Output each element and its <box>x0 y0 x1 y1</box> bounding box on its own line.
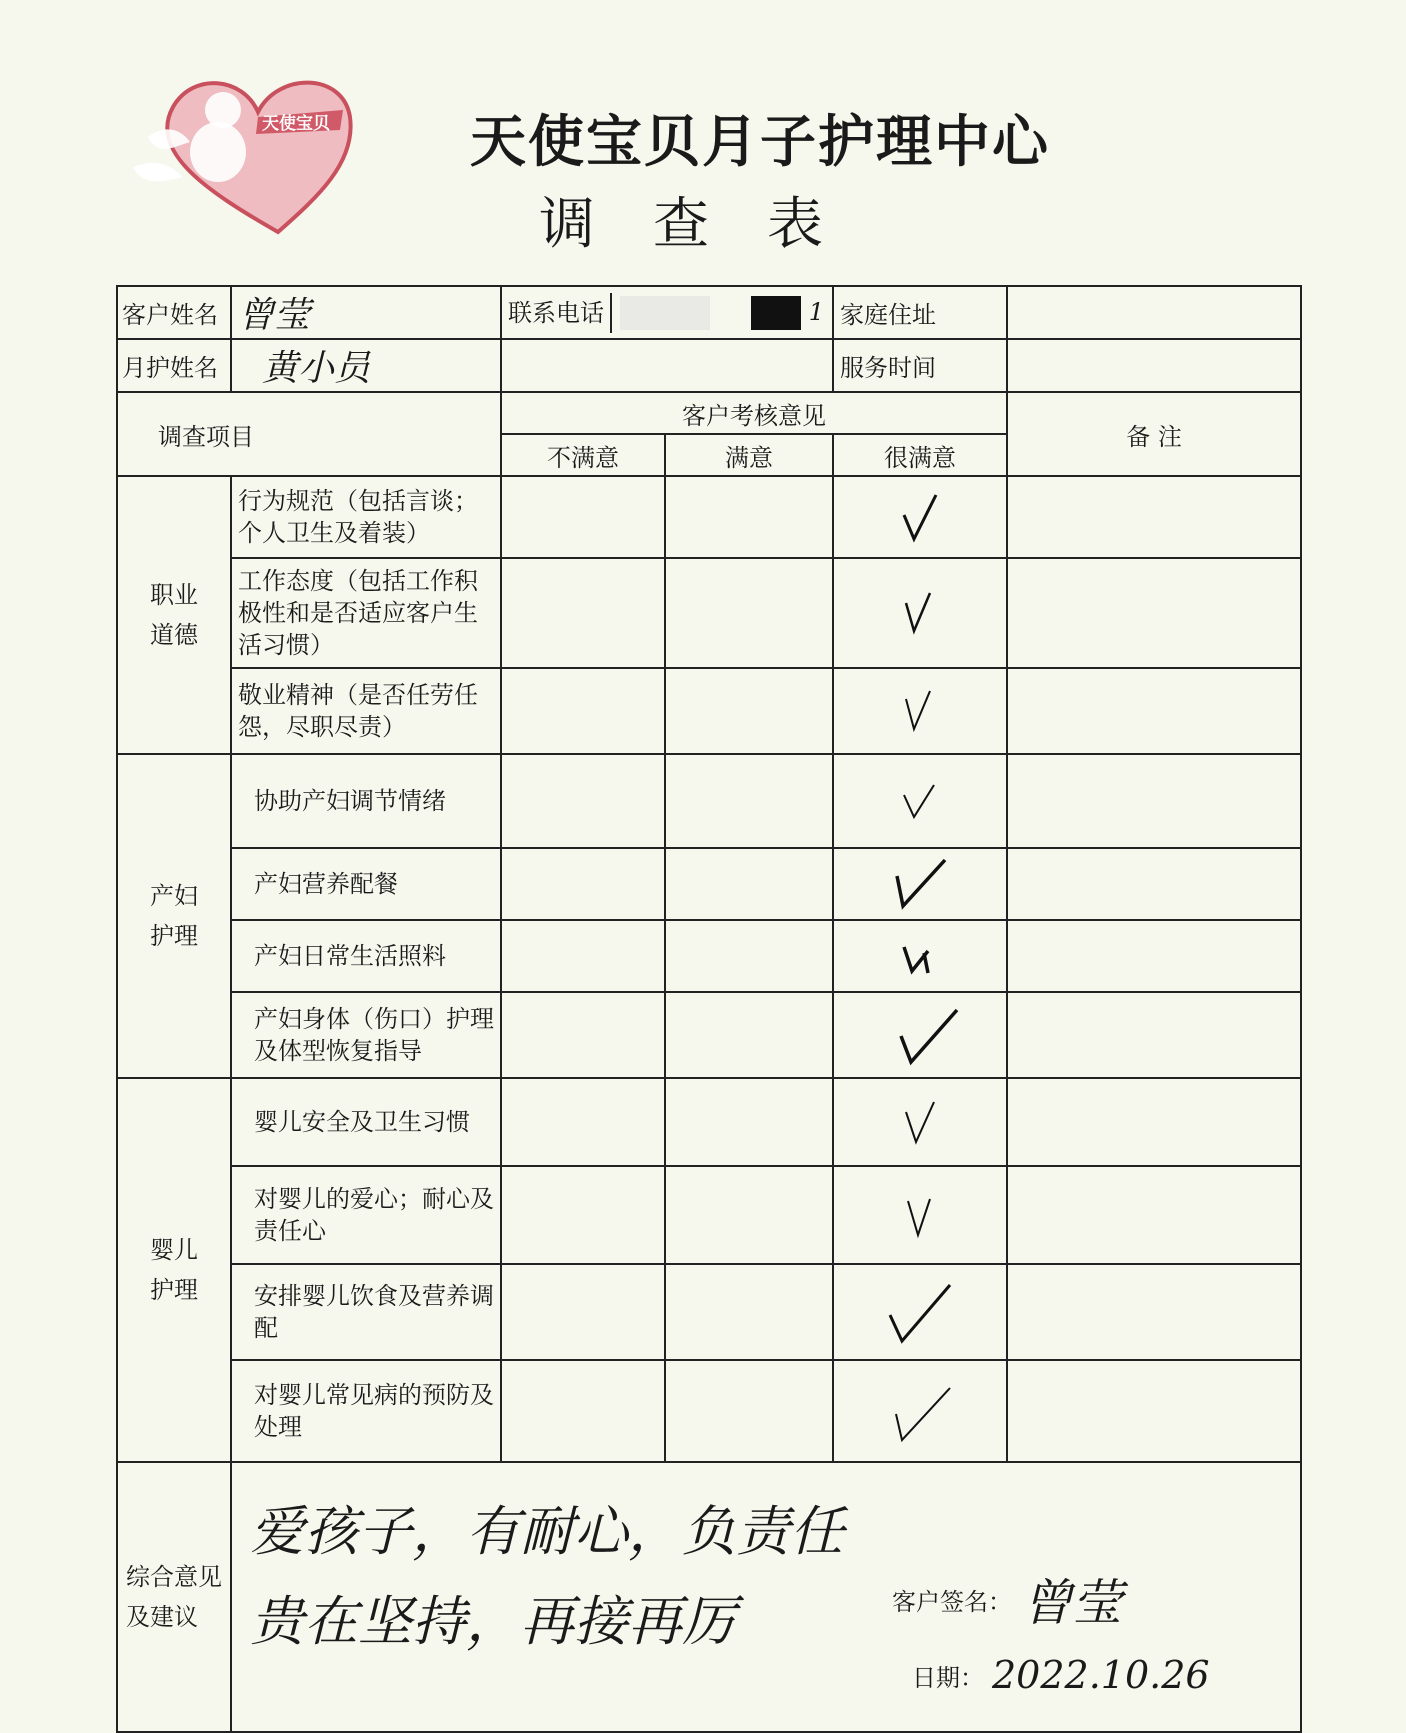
phone-redaction-light <box>620 296 710 330</box>
remarks-heading: 备 注 <box>1007 392 1301 476</box>
rating-cell-checked <box>833 668 1007 754</box>
rating-cell-checked <box>833 1264 1007 1360</box>
rating-cell <box>665 920 833 992</box>
remark-cell <box>1007 992 1301 1078</box>
check-mark-icon <box>880 1277 960 1347</box>
rating-cell-checked <box>833 476 1007 558</box>
phone-value <box>612 296 832 330</box>
rating-cell <box>665 1166 833 1264</box>
rating-cell <box>665 992 833 1078</box>
remark-cell <box>1007 476 1301 558</box>
rating-cell <box>501 558 665 668</box>
rating-cell-checked <box>833 1078 1007 1166</box>
signature-label: 客户签名： <box>892 1587 1012 1616</box>
rating-cell-checked <box>833 920 1007 992</box>
survey-item: 对婴儿常见病的预防及处理 <box>231 1360 501 1462</box>
check-mark-icon <box>880 1376 960 1446</box>
very-satisfied-heading: 很满意 <box>833 434 1007 476</box>
phone-label: 联系电话 <box>502 293 612 333</box>
signature-block <box>892 1563 1122 1635</box>
survey-item: 产妇营养配餐 <box>231 848 501 920</box>
survey-item: 工作态度（包括工作积极性和是否适应客户生活习惯） <box>231 558 501 668</box>
check-mark-icon <box>885 854 955 914</box>
table-row <box>117 992 1301 1078</box>
survey-item: 婴儿安全及卫生习惯 <box>231 1078 501 1166</box>
rating-cell <box>665 1078 833 1166</box>
info-row-2 <box>117 339 1301 392</box>
rating-cell <box>501 992 665 1078</box>
rating-cell-checked <box>833 1360 1007 1462</box>
rating-cell <box>501 920 665 992</box>
nurse-name-label: 月护姓名 <box>117 339 231 392</box>
table-row <box>117 1078 1301 1166</box>
overall-label: 综合意见 及建议 <box>117 1462 231 1732</box>
rating-cell-checked <box>833 754 1007 848</box>
table-row <box>117 1360 1301 1462</box>
survey-item: 安排婴儿饮食及营养调配 <box>231 1264 501 1360</box>
check-mark-icon <box>890 583 950 643</box>
header-row-1 <box>117 392 1301 434</box>
phone-blank-cell <box>501 339 833 392</box>
table-row <box>117 754 1301 848</box>
check-mark-icon <box>890 1185 950 1245</box>
customer-name-value: 曾莹 <box>231 286 501 339</box>
table-row <box>117 476 1301 558</box>
rating-cell <box>665 848 833 920</box>
rating-cell <box>665 668 833 754</box>
page-subtitle: 调查表 <box>539 192 881 257</box>
table-row <box>117 558 1301 668</box>
rating-cell <box>501 754 665 848</box>
rating-cell-checked <box>833 558 1007 668</box>
remark-cell <box>1007 1360 1301 1462</box>
nurse-name-value: 黄小员 <box>231 339 501 392</box>
phone-partial: 1 <box>808 297 825 326</box>
survey-table <box>116 285 1302 1733</box>
remark-cell <box>1007 848 1301 920</box>
rating-cell <box>665 1264 833 1360</box>
address-value <box>1007 286 1301 339</box>
rating-cell-checked <box>833 992 1007 1078</box>
date-label: 日期： <box>912 1663 984 1692</box>
page-title: 天使宝贝月子护理中心 <box>470 110 1050 175</box>
info-row-1 <box>117 286 1301 339</box>
rating-cell <box>501 1264 665 1360</box>
customer-opinion-heading: 客户考核意见 <box>501 392 1007 434</box>
check-mark-icon <box>890 771 950 831</box>
check-mark-icon <box>890 681 950 741</box>
rating-cell <box>501 848 665 920</box>
date-value: 2022.10.26 <box>992 1653 1210 1697</box>
survey-item: 产妇身体（伤口）护理及体型恢复指导 <box>231 992 501 1078</box>
overall-line-2: 贵在坚持，再接再厉 <box>250 1590 736 1653</box>
phone-redaction-dark <box>751 296 801 330</box>
rating-cell <box>665 754 833 848</box>
overall-row <box>117 1462 1301 1732</box>
survey-item: 行为规范（包括言谈；个人卫生及着装） <box>231 476 501 558</box>
remark-cell <box>1007 1166 1301 1264</box>
survey-item: 敬业精神（是否任劳任怨，尽职尽责） <box>231 668 501 754</box>
check-mark-icon <box>890 931 950 981</box>
rating-cell <box>501 1166 665 1264</box>
table-row <box>117 1166 1301 1264</box>
section-name: 婴儿 护理 <box>117 1078 231 1462</box>
rating-cell <box>501 1360 665 1462</box>
survey-item: 对婴儿的爱心；耐心及责任心 <box>231 1166 501 1264</box>
customer-name-label-cell <box>117 286 231 339</box>
logo-text: 天使宝贝 <box>262 114 330 134</box>
remark-cell <box>1007 1264 1301 1360</box>
signature-value: 曾莹 <box>1022 1574 1122 1632</box>
section-name: 职业 道德 <box>117 476 231 754</box>
dissatisfied-heading: 不满意 <box>501 434 665 476</box>
rating-cell <box>501 476 665 558</box>
logo <box>128 62 378 252</box>
service-time-value <box>1007 339 1301 392</box>
survey-item: 产妇日常生活照料 <box>231 920 501 992</box>
phone-cell <box>501 286 833 339</box>
rating-cell <box>665 1360 833 1462</box>
check-mark-icon <box>875 1000 965 1070</box>
remark-cell <box>1007 920 1301 992</box>
remark-cell <box>1007 1078 1301 1166</box>
table-row <box>117 1264 1301 1360</box>
table-row <box>117 920 1301 992</box>
rating-cell <box>501 668 665 754</box>
date-block <box>912 1653 1210 1697</box>
rating-cell <box>501 1078 665 1166</box>
rating-cell <box>665 558 833 668</box>
overall-content <box>231 1462 1301 1732</box>
rating-cell <box>665 476 833 558</box>
table-row <box>117 668 1301 754</box>
section-name: 产妇 护理 <box>117 754 231 1078</box>
address-label: 家庭住址 <box>833 286 1007 339</box>
remark-cell <box>1007 668 1301 754</box>
table-row <box>117 848 1301 920</box>
survey-item-heading: 调查项目 <box>117 392 501 476</box>
remark-cell <box>1007 754 1301 848</box>
remark-cell <box>1007 558 1301 668</box>
check-mark-icon <box>890 1092 950 1152</box>
check-mark-icon <box>890 487 950 547</box>
rating-cell-checked <box>833 1166 1007 1264</box>
rating-cell-checked <box>833 848 1007 920</box>
service-time-label: 服务时间 <box>833 339 1007 392</box>
overall-line-1: 爱孩子，有耐心，负责任 <box>250 1500 844 1563</box>
survey-item: 协助产妇调节情绪 <box>231 754 501 848</box>
satisfied-heading: 满意 <box>665 434 833 476</box>
customer-name-label: 客户姓名 <box>122 301 218 329</box>
